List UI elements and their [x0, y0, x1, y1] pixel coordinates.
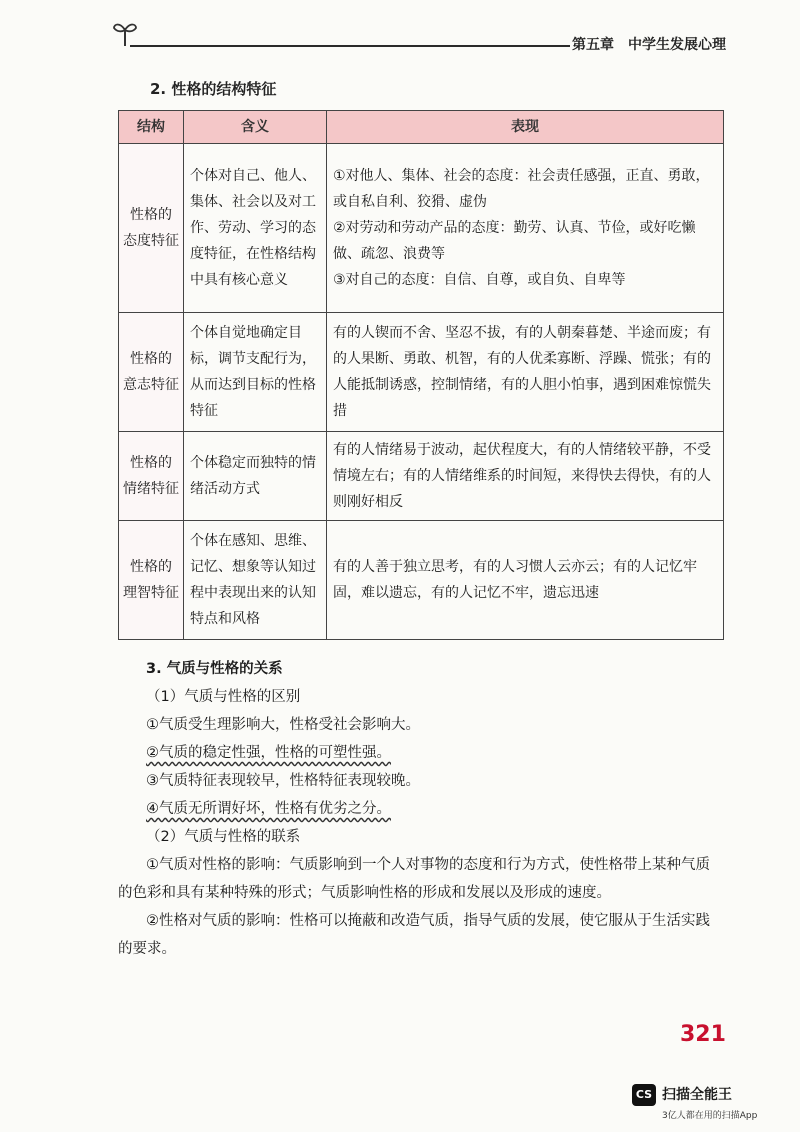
chapter-title: 中学生发展心理: [628, 37, 726, 53]
difference-item: ④气质无所谓好坏，性格有优劣之分。: [146, 801, 391, 817]
structure-name: 性格的 态度特征: [119, 144, 184, 313]
performance-cell: ①对他人、集体、社会的态度：社会责任感强，正直、勇敢，或自私自利、狡猾、虚伪 ②对劳动和劳动产品的态度：勤劳、认真、节俭，或好吃懒做、疏忽、浪费等 ③对自己的态度：自信、自尊，或自负、自卑等: [327, 144, 724, 313]
chapter-number: 第五章: [572, 37, 614, 53]
meaning-cell: 个体对自己、他人、集体、社会以及对工作、劳动、学习的态度特征，在性格结构中具有核心意义: [184, 144, 327, 313]
table-header-row: [119, 111, 724, 144]
difference-item: ①气质受生理影响大，性格受社会影响大。: [146, 717, 420, 733]
scanner-tagline: 3亿人都在用的扫描App: [662, 1111, 758, 1121]
table-row: [119, 313, 724, 432]
performance-cell: 有的人善于独立思考，有的人习惯人云亦云；有的人记忆牢固，难以遗忘，有的人记忆不牢，遗忘迅速: [327, 521, 724, 640]
structure-table: [118, 110, 724, 640]
difference-item: ③气质特征表现较早，性格特征表现较晚。: [146, 773, 420, 789]
scanner-watermark: [632, 1082, 792, 1126]
chapter-heading: [572, 34, 740, 54]
section-3-body: [118, 655, 724, 963]
performance-cell: 有的人锲而不舍、坚忍不拔，有的人朝秦暮楚、半途而废；有的人果断、勇敢、机智，有的人优柔寡断、浮躁、慌张；有的人能抵制诱惑，控制情绪，有的人胆小怕事，遇到困难惊慌失措: [327, 313, 724, 432]
page-header: [0, 0, 800, 70]
structure-name: 性格的 情绪特征: [119, 432, 184, 521]
structure-name: 性格的 意志特征: [119, 313, 184, 432]
connection-paragraph: ②性格对气质的影响：性格可以掩蔽和改造气质，指导气质的发展，使它服从于生活实践的要求。: [118, 913, 710, 957]
header-rule: [130, 45, 570, 47]
difference-item: ②气质的稳定性强，性格的可塑性强。: [146, 745, 391, 761]
sprout-icon: [112, 18, 138, 48]
section-3-title: 3. 气质与性格的关系: [146, 661, 283, 677]
header-cell: 含义: [184, 111, 327, 144]
structure-name: 性格的 理智特征: [119, 521, 184, 640]
header-cell: 结构: [119, 111, 184, 144]
header-cell: 表现: [327, 111, 724, 144]
scanner-app-name: 扫描全能王: [662, 1087, 732, 1103]
connection-paragraph: ①气质对性格的影响：气质影响到一个人对事物的态度和行为方式，使性格带上某种气质的色彩和具有某种特殊的形式；气质影响性格的形成和发展以及形成的速度。: [118, 857, 710, 901]
section-title: 2. 性格的结构特征: [150, 80, 277, 98]
table-row: [119, 432, 724, 521]
meaning-cell: 个体自觉地确定目标，调节支配行为，从而达到目标的性格特征: [184, 313, 327, 432]
camscanner-logo-icon: CS: [632, 1084, 656, 1106]
subsection-connection: （2）气质与性格的联系: [146, 829, 301, 845]
subsection-difference: （1）气质与性格的区别: [146, 689, 301, 705]
page-number: 321: [680, 1022, 726, 1047]
performance-cell: 有的人情绪易于波动，起伏程度大，有的人情绪较平静，不受情境左右；有的人情绪维系的时间短，来得快去得快，有的人则刚好相反: [327, 432, 724, 521]
meaning-cell: 个体稳定而独特的情绪活动方式: [184, 432, 327, 521]
meaning-cell: 个体在感知、思维、记忆、想象等认知过程中表现出来的认知特点和风格: [184, 521, 327, 640]
table-row: [119, 144, 724, 313]
table-row: [119, 521, 724, 640]
